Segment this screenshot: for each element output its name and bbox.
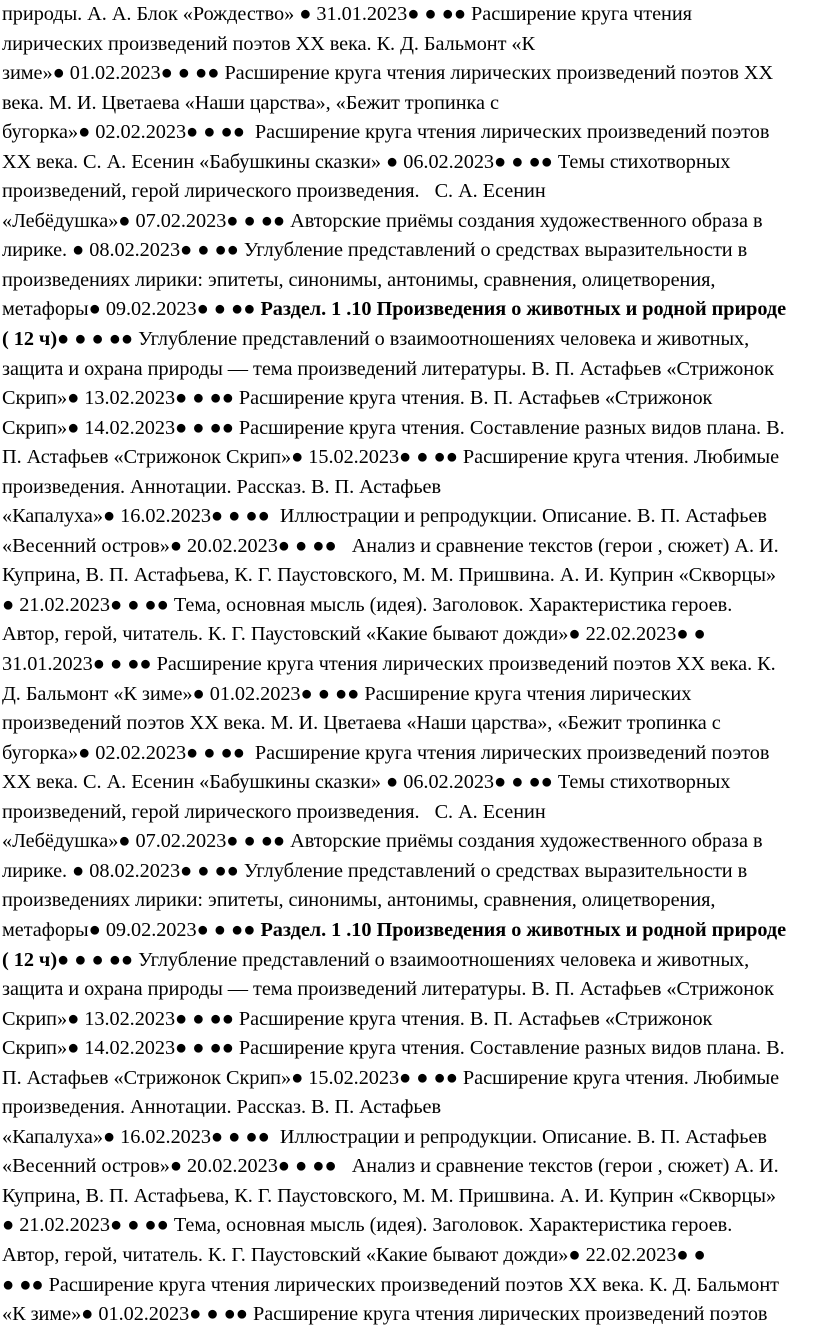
text-line: произведения. Аннотации. Рассказ. В. П. Астафьев [2,1096,441,1119]
text-line: XX века. С. А. Есенин «Бабушкины сказки» ● 06.02.2023● ● ●● Темы стихотворных [2,771,731,794]
text-line: ● ●● Расширение круга чтения лирических произведений поэтов XX века. К. Д. Бальмонт [2,1273,779,1296]
text-line: «Капалуха»● 16.02.2023● ● ●● Иллюстрации и репродукции. Описание. В. П. Астафьев [2,1125,767,1148]
text-line: бугорка»● 02.02.2023● ● ●● Расширение круга чтения лирических произведений поэтов [2,121,770,144]
text-line: произведений поэтов XX века. М. И. Цветаева «Наши царства», «Бежит тропинка с [2,712,721,735]
text-line: зиме»● 01.02.2023● ● ●● Расширение круга чтения лирических произведений поэтов XX [2,62,774,85]
text-line: XX века. С. А. Есенин «Бабушкины сказки» ● 06.02.2023● ● ●● Темы стихотворных [2,150,731,173]
text-line: ( 12 ч)● ● ● ●● Углубление представлений о взаимоотношениях человека и животных, [2,328,750,351]
text-line: «Лебёдушка»● 07.02.2023● ● ●● Авторские приёмы создания художественного образа в [2,209,763,232]
text-line: метафоры● 09.02.2023● ● ●● Раздел. 1 .10 Произведения о животных и родной природе [2,918,787,941]
text-line: Автор, герой, читатель. К. Г. Паустовский «Какие бывают дожди»● 22.02.2023● ● [2,1243,706,1266]
text-line: П. Астафьев «Стрижонок Скрип»● 15.02.2023● ● ●● Расширение круга чтения. Любимые [2,1066,780,1089]
text-line: произведений, герой лирического произведения. С. А. Есенин [2,180,546,203]
text-line: Скрип»● 14.02.2023● ● ●● Расширение круга чтения. Составление разных видов плана. В. [2,1037,785,1060]
text-line: «Лебёдушка»● 07.02.2023● ● ●● Авторские приёмы создания художественного образа в [2,830,763,853]
text-line: лирике. ● 08.02.2023● ● ●● Углубление представлений о средствах выразительности в [2,859,748,882]
text-line: Скрип»● 13.02.2023● ● ●● Расширение круга чтения. В. П. Астафьев «Стрижонок [2,1007,713,1030]
text-line: «Капалуха»● 16.02.2023● ● ●● Иллюстрации и репродукции. Описание. В. П. Астафьев [2,505,767,528]
bold-heading-text: Раздел. 1 .10 Произведения о животных и родной природе [260,918,787,941]
text-line: бугорка»● 02.02.2023● ● ●● Расширение круга чтения лирических произведений поэтов [2,741,770,764]
text-line: природы. А. А. Блок «Рождество» ● 31.01.2023● ● ●● Расширение круга чтения [2,3,692,25]
text-line: Д. Бальмонт «К зиме»● 01.02.2023● ● ●● Расширение круга чтения лирических [2,682,692,705]
text-line: «Весенний остров»● 20.02.2023● ● ●● Анализ и сравнение текстов (герои , сюжет) А. И. [2,534,779,557]
document-body [2,0,814,1330]
text-line: защита и охрана природы — тема произведений литературы. В. П. Астафьев «Стрижонок [2,978,774,1001]
text-line: Скрип»● 14.02.2023● ● ●● Расширение круга чтения. Составление разных видов плана. В. [2,416,785,439]
text-line: Куприна, В. П. Астафьева, К. Г. Паустовского, М. М. Пришвина. А. И. Куприн «Скворцы» [2,564,776,587]
text-line: ( 12 ч)● ● ● ●● Углубление представлений о взаимоотношениях человека и животных, [2,948,750,971]
text-line: 31.01.2023● ● ●● Расширение круга чтения лирических произведений поэтов XX века. К. [2,653,776,676]
text-line: метафоры● 09.02.2023● ● ●● Раздел. 1 .10 Произведения о животных и родной природе [2,298,787,321]
bold-heading-text: ( 12 ч) [2,948,58,971]
text-line: произведений, герой лирического произведения. С. А. Есенин [2,800,546,823]
text-line: Куприна, В. П. Астафьева, К. Г. Паустовского, М. М. Пришвина. А. И. Куприн «Скворцы» [2,1184,776,1207]
text-line: Скрип»● 13.02.2023● ● ●● Расширение круга чтения. В. П. Астафьев «Стрижонок [2,387,713,410]
text-line: ● 21.02.2023● ● ●● Тема, основная мысль (идея). Заголовок. Характеристика героев. [2,593,733,616]
text-line: ● 21.02.2023● ● ●● Тема, основная мысль (идея). Заголовок. Характеристика героев. [2,1214,733,1237]
bold-heading-text: Раздел. 1 .10 Произведения о животных и родной природе [260,298,787,321]
text-line: П. Астафьев «Стрижонок Скрип»● 15.02.2023● ● ●● Расширение круга чтения. Любимые [2,446,780,469]
text-line: «К зиме»● 01.02.2023● ● ●● Расширение круга чтения лирических произведений поэтов [2,1303,768,1326]
text-line: произведениях лирики: эпитеты, синонимы, антонимы, сравнения, олицетворения, [2,889,716,912]
text-line: «Весенний остров»● 20.02.2023● ● ●● Анализ и сравнение текстов (герои , сюжет) А. И. [2,1155,779,1178]
text-line: лирике. ● 08.02.2023● ● ●● Углубление представлений о средствах выразительности в [2,239,748,262]
text-line: Автор, герой, читатель. К. Г. Паустовский «Какие бывают дожди»● 22.02.2023● ● [2,623,706,646]
bold-heading-text: ( 12 ч) [2,328,58,351]
text-line: произведения. Аннотации. Рассказ. В. П. Астафьев [2,475,441,498]
text-line: века. М. И. Цветаева «Наши царства», «Бежит тропинка с [2,91,499,114]
text-line: произведениях лирики: эпитеты, синонимы, антонимы, сравнения, олицетворения, [2,268,716,291]
text-line: лирических произведений поэтов XX века. К. Д. Бальмонт «К [2,32,535,55]
text-line: защита и охрана природы — тема произведений литературы. В. П. Астафьев «Стрижонок [2,357,774,380]
